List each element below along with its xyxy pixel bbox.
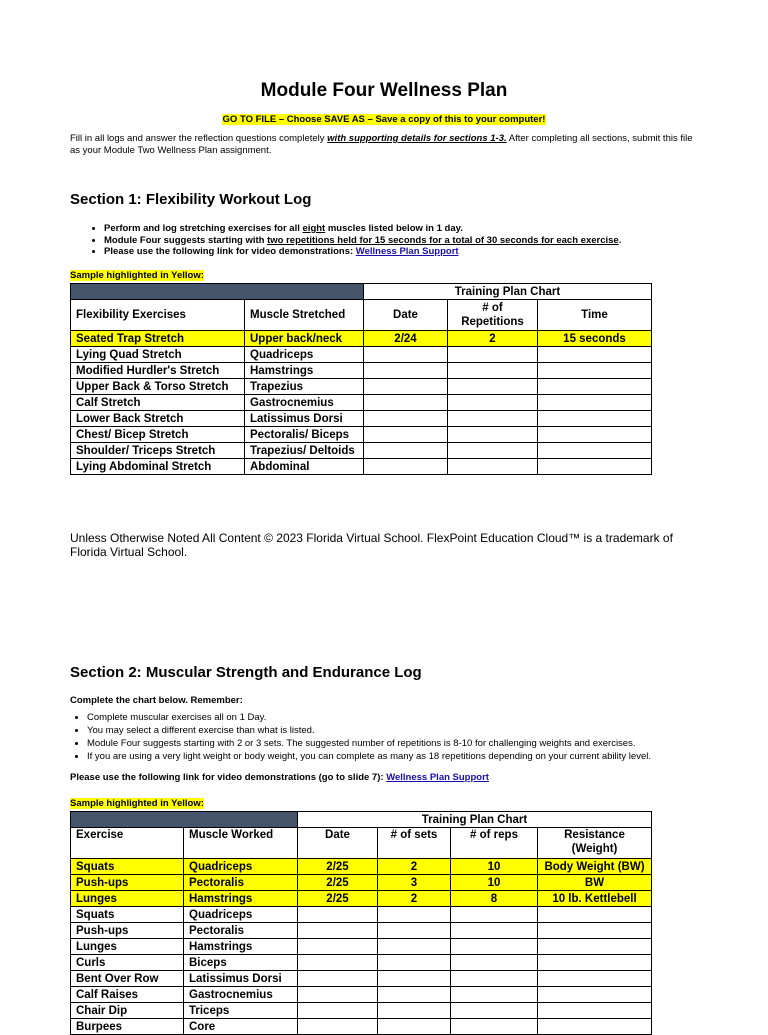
table-cell: Gastrocnemius <box>184 987 298 1003</box>
input-cell[interactable] <box>364 443 448 459</box>
input-cell[interactable]: 2/25 <box>298 859 378 875</box>
intro-text-end: After completing all sections, submit this file as your Module Two Wellness Plan assignment. <box>70 133 693 156</box>
table-row <box>71 987 652 1003</box>
sample-row <box>71 331 652 347</box>
input-cell[interactable]: 10 <box>451 859 538 875</box>
wellness-plan-support-link[interactable]: Wellness Plan Support <box>386 772 489 783</box>
table-cell: Quadriceps <box>184 859 298 875</box>
table-row <box>71 427 652 443</box>
bullet-text: muscles listed below in 1 day. <box>325 223 463 234</box>
input-cell[interactable] <box>448 459 538 475</box>
table-cell: Bent Over Row <box>71 971 184 987</box>
table-cell: Triceps <box>184 1003 298 1019</box>
bullet-underline: two repetitions held for 15 seconds for a total of 30 seconds for each exercise <box>267 234 619 246</box>
input-cell[interactable] <box>298 987 378 1003</box>
column-header: # of sets <box>378 828 451 859</box>
table-row <box>71 363 652 379</box>
section1-bullet <box>104 235 744 247</box>
table-cell: Latissimus Dorsi <box>184 971 298 987</box>
input-cell[interactable]: 2 <box>378 859 451 875</box>
intro-paragraph <box>70 133 698 157</box>
wellness-plan-support-link[interactable]: Wellness Plan Support <box>355 246 459 257</box>
table-row <box>71 955 652 971</box>
table-cell: Pectoralis <box>184 923 298 939</box>
table-cell: Trapezius/ Deltoids <box>245 443 364 459</box>
input-cell[interactable] <box>451 971 538 987</box>
section1-bullet <box>104 223 744 235</box>
section2-bullet: • Complete muscular exercises all on 1 Day. <box>87 711 727 724</box>
input-cell[interactable] <box>298 971 378 987</box>
input-cell[interactable] <box>451 1019 538 1035</box>
table-cell: Curls <box>71 955 184 971</box>
input-cell[interactable] <box>364 411 448 427</box>
input-cell[interactable] <box>364 459 448 475</box>
table-cell: Latissimus Dorsi <box>245 411 364 427</box>
table-row <box>71 395 652 411</box>
section1-bullet <box>104 246 744 258</box>
bullet-text: . <box>618 234 622 246</box>
input-cell[interactable]: 2/24 <box>364 331 448 347</box>
input-cell[interactable]: Body Weight (BW) <box>538 859 652 875</box>
table-cell: Seated Trap Stretch <box>71 331 245 347</box>
sample-row <box>71 891 652 907</box>
input-cell[interactable] <box>448 443 538 459</box>
table-cell: Pectoralis/ Biceps <box>245 427 364 443</box>
column-header: Muscle Stretched <box>245 300 364 331</box>
table-cell: Gastrocnemius <box>245 395 364 411</box>
column-header: Exercise <box>71 828 184 859</box>
table-row <box>71 971 652 987</box>
input-cell[interactable] <box>298 907 378 923</box>
input-cell[interactable] <box>538 379 652 395</box>
strength-log-body <box>71 859 652 1035</box>
input-cell[interactable] <box>451 955 538 971</box>
table-row <box>71 459 652 475</box>
input-cell[interactable] <box>378 939 451 955</box>
sample-row <box>71 875 652 891</box>
input-cell[interactable]: 10 <box>451 875 538 891</box>
input-cell[interactable] <box>538 411 652 427</box>
column-header: Muscle Worked <box>184 828 298 859</box>
input-cell[interactable] <box>538 1019 652 1035</box>
input-cell[interactable] <box>298 955 378 971</box>
input-cell[interactable] <box>298 1019 378 1035</box>
input-cell[interactable]: BW <box>538 875 652 891</box>
table-cell: Push-ups <box>71 875 184 891</box>
input-cell[interactable] <box>448 395 538 411</box>
input-cell[interactable] <box>538 347 652 363</box>
column-header: Time <box>538 300 652 331</box>
input-cell[interactable] <box>451 923 538 939</box>
input-cell[interactable] <box>538 459 652 475</box>
table-cell: Lunges <box>71 891 184 907</box>
input-cell[interactable] <box>451 939 538 955</box>
table-cell: Pectoralis <box>184 875 298 891</box>
flexibility-log-table <box>70 283 652 475</box>
section2-heading: Section 2: Muscular Strength and Endurance Log <box>70 664 422 681</box>
input-cell[interactable]: 2/25 <box>298 891 378 907</box>
training-plan-header: Training Plan Chart <box>364 284 652 300</box>
column-header: Date <box>364 300 448 331</box>
column-header: Resistance (Weight) <box>538 828 652 859</box>
table-row <box>71 939 652 955</box>
document-title: Module Four Wellness Plan <box>260 80 508 101</box>
flexibility-log-body <box>71 331 652 475</box>
table-row <box>71 411 652 427</box>
input-cell[interactable] <box>378 907 451 923</box>
table-row <box>71 347 652 363</box>
table-cell: Quadriceps <box>245 347 364 363</box>
table-cell: Core <box>184 1019 298 1035</box>
input-cell[interactable] <box>378 955 451 971</box>
link-prompt: Please use the following link for video demonstrations (go to slide 7): <box>70 772 387 783</box>
input-cell[interactable] <box>451 987 538 1003</box>
intro-emphasis: with supporting details for sections 1-3. <box>327 133 507 144</box>
table-cell: Upper back/neck <box>245 331 364 347</box>
input-cell[interactable] <box>298 923 378 939</box>
table-cell: Quadriceps <box>184 907 298 923</box>
section2-bullet: • If you are using a very light weight or body weight, you can complete as many as 18 repetitions depending on your current ability level. <box>87 750 727 763</box>
bullet-text: Please use the following link for video demonstrations: <box>104 246 356 257</box>
input-cell[interactable]: 8 <box>451 891 538 907</box>
input-cell[interactable] <box>451 907 538 923</box>
sample-row <box>71 859 652 875</box>
table-cell: Calf Stretch <box>71 395 245 411</box>
table-cell: Calf Raises <box>71 987 184 1003</box>
input-cell[interactable]: 3 <box>378 875 451 891</box>
section1-heading: Section 1: Flexibility Workout Log <box>70 191 312 208</box>
section1-bullets <box>70 223 744 258</box>
table-cell: Squats <box>71 907 184 923</box>
input-cell[interactable] <box>448 379 538 395</box>
section2-bullet: • You may select a different exercise than what is listed. <box>87 724 727 737</box>
column-header: Flexibility Exercises <box>71 300 245 331</box>
bullet-underline: eight <box>302 223 326 234</box>
section2-bullets <box>70 711 727 763</box>
section2-intro: Complete the chart below. Remember: <box>70 695 243 706</box>
input-cell[interactable] <box>448 427 538 443</box>
strength-log-table <box>70 811 652 1035</box>
bullet-text: Perform and log stretching exercises for all <box>104 223 303 234</box>
intro-text: Fill in all logs and answer the reflection questions completely <box>70 133 328 144</box>
input-cell[interactable]: 2 <box>448 331 538 347</box>
table-cell: Hamstrings <box>184 939 298 955</box>
input-cell[interactable] <box>451 1003 538 1019</box>
save-banner: GO TO FILE – Choose SAVE AS – Save a copy of this to your computer! <box>222 114 546 125</box>
input-cell[interactable] <box>538 971 652 987</box>
table-cell: Lying Abdominal Stretch <box>71 459 245 475</box>
table-row <box>71 923 652 939</box>
section2-sample-label: Sample highlighted in Yellow: <box>70 798 204 809</box>
input-cell[interactable] <box>364 427 448 443</box>
copyright-footer: Unless Otherwise Noted All Content © 2023 Florida Virtual School. FlexPoint Education Cloud™ is a trademark of Florida Virtual School. <box>70 531 673 559</box>
table-row <box>71 443 652 459</box>
table-row <box>71 379 652 395</box>
table-cell: Chest/ Bicep Stretch <box>71 427 245 443</box>
input-cell[interactable] <box>538 987 652 1003</box>
input-cell[interactable] <box>364 347 448 363</box>
table-cell: Lying Quad Stretch <box>71 347 245 363</box>
input-cell[interactable] <box>378 1003 451 1019</box>
input-cell[interactable]: 15 seconds <box>538 331 652 347</box>
section2-link-line <box>70 772 489 783</box>
save-banner-wrap <box>0 109 768 127</box>
table-row <box>71 1003 652 1019</box>
table-header-blank <box>71 812 298 828</box>
table-cell: Modified Hurdler's Stretch <box>71 363 245 379</box>
input-cell[interactable] <box>378 987 451 1003</box>
table-cell: Shoulder/ Triceps Stretch <box>71 443 245 459</box>
table-cell: Hamstrings <box>184 891 298 907</box>
input-cell[interactable]: 2/25 <box>298 875 378 891</box>
table-cell: Push-ups <box>71 923 184 939</box>
table-row <box>71 907 652 923</box>
column-header: Date <box>298 828 378 859</box>
input-cell[interactable] <box>364 379 448 395</box>
bullet-text: Module Four suggests starting with <box>104 234 268 246</box>
input-cell[interactable] <box>378 1019 451 1035</box>
input-cell[interactable] <box>538 1003 652 1019</box>
table-cell: Lunges <box>71 939 184 955</box>
table-cell: Squats <box>71 859 184 875</box>
input-cell[interactable] <box>538 443 652 459</box>
input-cell[interactable] <box>298 1003 378 1019</box>
input-cell[interactable] <box>378 971 451 987</box>
input-cell[interactable] <box>538 923 652 939</box>
training-plan-header: Training Plan Chart <box>298 812 652 828</box>
input-cell[interactable] <box>538 427 652 443</box>
input-cell[interactable] <box>538 907 652 923</box>
input-cell[interactable] <box>448 411 538 427</box>
table-cell: Biceps <box>184 955 298 971</box>
table-header-blank <box>71 284 364 300</box>
input-cell[interactable]: 2 <box>378 891 451 907</box>
input-cell[interactable] <box>364 363 448 379</box>
input-cell[interactable] <box>364 395 448 411</box>
table-cell: Lower Back Stretch <box>71 411 245 427</box>
table-cell: Chair Dip <box>71 1003 184 1019</box>
column-header: # of reps <box>451 828 538 859</box>
column-header: # of Repetitions <box>448 300 538 331</box>
input-cell[interactable] <box>538 955 652 971</box>
table-row <box>71 1019 652 1035</box>
table-cell: Burpees <box>71 1019 184 1035</box>
input-cell[interactable]: 10 lb. Kettlebell <box>538 891 652 907</box>
table-cell: Abdominal <box>245 459 364 475</box>
input-cell[interactable] <box>448 347 538 363</box>
input-cell[interactable] <box>538 939 652 955</box>
section2-bullet: • Module Four suggests starting with 2 or 3 sets. The suggested number of repetitions is 8-10 for challenging weights and exercises. <box>87 737 727 750</box>
input-cell[interactable] <box>448 363 538 379</box>
input-cell[interactable] <box>538 363 652 379</box>
table-cell: Hamstrings <box>245 363 364 379</box>
table-cell: Trapezius <box>245 379 364 395</box>
input-cell[interactable] <box>298 939 378 955</box>
section1-sample-label: Sample highlighted in Yellow: <box>70 270 204 281</box>
input-cell[interactable] <box>538 395 652 411</box>
table-cell: Upper Back & Torso Stretch <box>71 379 245 395</box>
input-cell[interactable] <box>378 923 451 939</box>
